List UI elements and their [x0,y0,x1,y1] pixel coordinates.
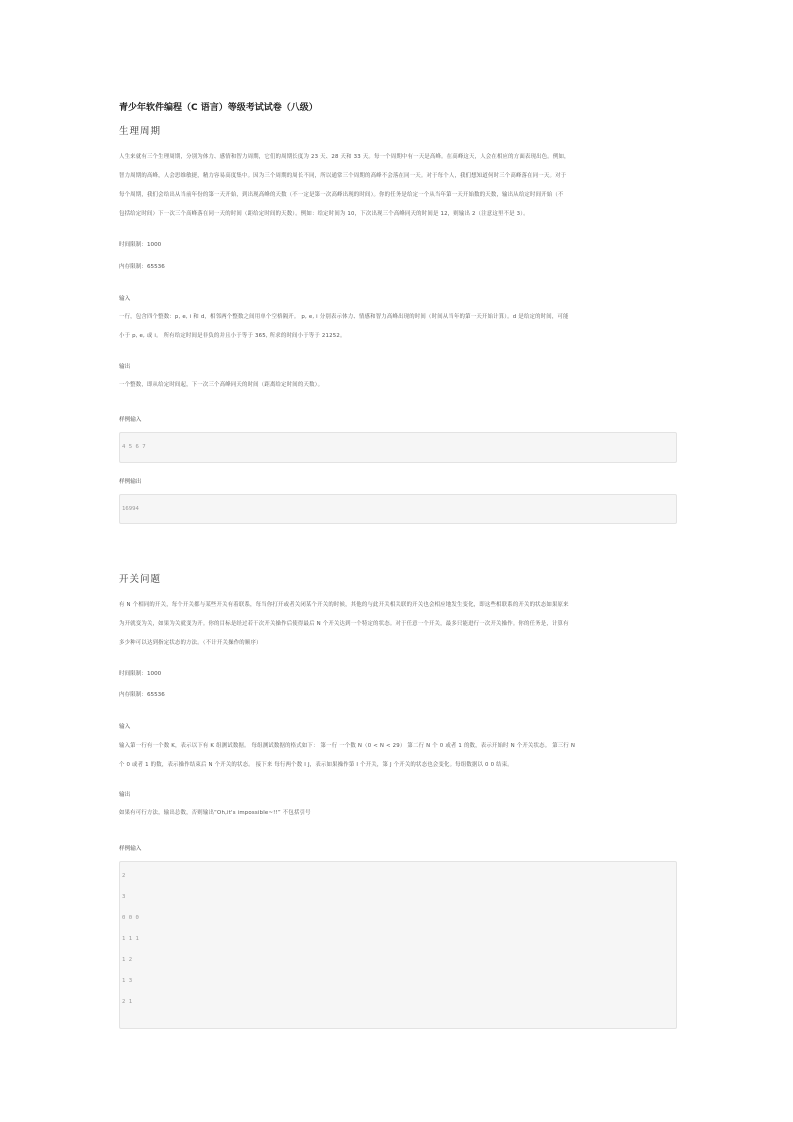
problem-2-output-description: 如果有可行方法，输出总数，否则输出“Oh,it's impossible~!!” 不包括引号 [119,810,311,816]
code-line: 1 1 1 [122,936,139,942]
code-line: 16994 [122,506,139,512]
description-line: 人生来就有三个生理周期，分别为体力、感情和智力周期，它们的周期长度为 23 天、28 天和 33 天。每一个周期中有一天是高峰。在高峰这天，人会在相应的方面表现出色。例如， [119,154,570,160]
problem-1-output-label: 输出 [119,364,131,370]
input-description-line: 一行，包含四个整数：p, e, i 和 d，相邻两个整数之间用单个空格隔开。 p, e, i 分别表示体力、情感和智力高峰出现的时间（时间从当年的第一天开始计算）。d 是给定的时间，可能 [119,314,569,320]
problem-2-sample-input-box[interactable] [119,861,677,1029]
problem-1-sample-output-label: 样例输出 [119,479,142,485]
code-line: 2 1 [122,999,133,1005]
input-description-line: 小于 p, e, 或 i。 所有给定时间是非负的并且小于等于 365, 所求的时间小于等于 21252。 [119,333,346,339]
problem-2-input-label: 输入 [119,724,131,730]
problem-1-output-description: 一个整数，即从给定时间起，下一次三个高峰同天的时间（距离给定时间的天数）。 [119,382,324,388]
problem-2-input-description [119,737,679,775]
problem-1-sample-input-label: 样例输入 [119,417,142,423]
description-line: 智力周期的高峰，人会思维敏捷，精力容易高度集中。因为三个周期的周长不同，所以通常三个周期的高峰不会落在同一天。对于每个人，我们想知道何时三个高峰落在同一天。对于 [119,173,567,179]
problem-2-time-limit: 时间限制：1000 [119,671,162,677]
description-line: 为开就变为关，如果为关就变为开。你的目标是经过若干次开关操作后使得最后 N 个开关达到一个特定的状态。对于任意一个开关，最多只能进行一次开关操作。你的任务是，计算有 [119,621,569,627]
problem-2-description [119,596,679,653]
code-line: 4 5 6 7 [122,444,146,450]
problem-1-description [119,148,679,224]
code-line: 2 [122,873,126,879]
input-description-line: 输入第一行有一个数 K，表示以下有 K 组测试数据。 每组测试数据的格式如下： 第一行 一个数 N（0 < N < 29） 第二行 N 个 0 或者 1 的数，表示开始时 N 个开关状态。 第三行 N [119,743,576,749]
problem-1-sample-output-box[interactable] [119,494,677,524]
problem-1-title: 生理周期 [119,126,162,137]
problem-1-input-label: 输入 [119,296,131,302]
code-line: 3 [122,894,126,900]
code-line: 0 0 0 [122,915,139,921]
description-line: 多少种可以达到指定状态的方法。（不计开关操作的顺序） [119,640,262,646]
document-title: 青少年软件编程（C 语言）等级考试试卷（八级） [119,103,318,113]
problem-1-sample-input-box[interactable] [119,432,677,463]
problem-2-memory-limit: 内存限制：65536 [119,692,165,698]
problem-1-memory-limit: 内存限制：65536 [119,264,165,270]
code-line: 1 2 [122,957,133,963]
code-line: 1 3 [122,978,133,984]
description-line: 每个周期，我们会给出从当前年份的第一天开始，到出现高峰的天数（不一定是第一次高峰出现的时间）。你的任务是给定一个从当年第一天开始数的天数，输出从给定时间开始（不 [119,192,564,198]
description-line: 包括给定时间）下一次三个高峰落在同一天的时间（距给定时间的天数）。例如：给定时间为 10，下次出现三个高峰同天的时间是 12，则输出 2（注意这里不是 3）。 [119,211,529,217]
problem-1-time-limit: 时间限制：1000 [119,242,162,248]
problem-1-input-description [119,308,679,346]
problem-2-output-label: 输出 [119,792,131,798]
problem-2-title: 开关问题 [119,574,162,585]
problem-2-sample-input-label: 样例输入 [119,846,142,852]
description-line: 有 N 个相同的开关，每个开关都与某些开关有着联系，每当你打开或者关闭某个开关的时候，其他的与此开关相关联的开关也会相应地发生变化，即这些相联系的开关的状态如果原来 [119,602,569,608]
input-description-line: 个 0 或者 1 的数，表示操作结束后 N 个开关的状态。 接下来 每行两个数 I J，表示如果操作第 I 个开关，第 J 个开关的状态也会变化。每组数据以 0 0 结束。 [119,762,513,768]
